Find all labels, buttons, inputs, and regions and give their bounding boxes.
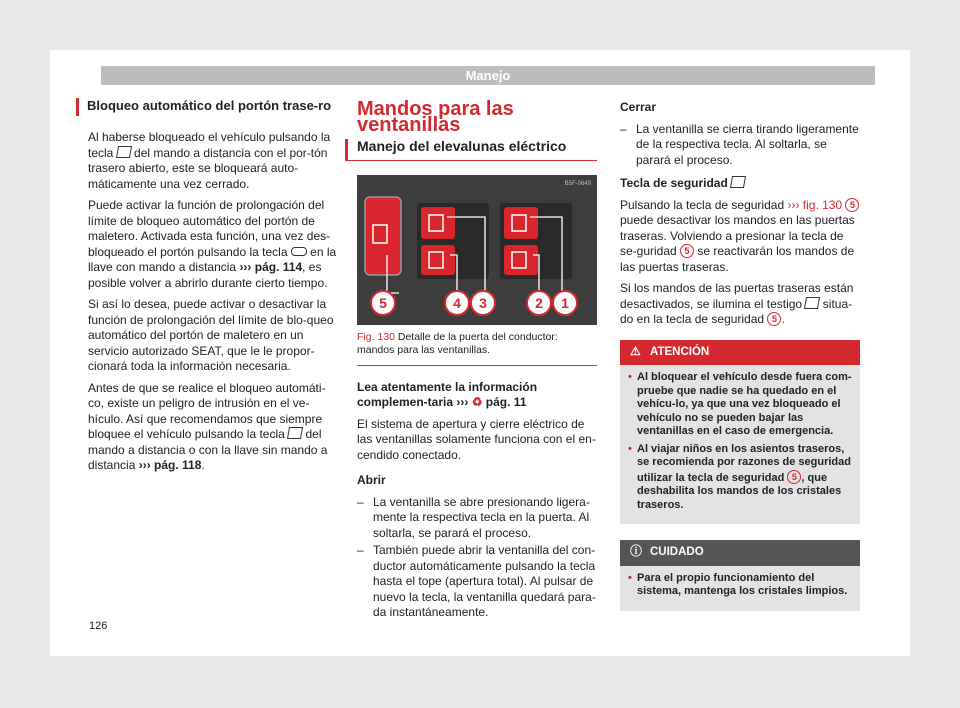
section-title: [76, 98, 338, 116]
text: en la llave con mando a distancia: [88, 244, 337, 274]
text: .: [201, 458, 205, 472]
caution-header: [620, 540, 860, 566]
window-switch-illustration: [357, 175, 597, 325]
text: Pulsando la tecla de seguridad: [620, 197, 788, 212]
callout-3: [471, 291, 495, 315]
callout-4: [445, 291, 469, 315]
middle-column: [357, 98, 597, 623]
text: puede desactivar los mandos en las puertas traseras. Volviendo a presionar la tecla de se-guridad: [620, 213, 855, 258]
read-info-note: [357, 380, 597, 411]
warning-icon: ⚠: [630, 343, 641, 358]
chapter-title: Mandos para las ventanillas: [357, 98, 514, 136]
svg-text:3: 3: [479, 294, 487, 311]
warning-body: [620, 365, 860, 524]
callout-2: [527, 291, 551, 315]
manual-page: [50, 50, 910, 656]
text: del mando a distancia o con la llave sin mando a distancia: [88, 427, 328, 472]
warning-title: ATENCIÓN: [650, 345, 710, 358]
cerrar-heading: Cerrar: [620, 100, 657, 114]
right-column: [620, 100, 860, 611]
paragraph: [88, 198, 338, 291]
paragraph: [620, 198, 860, 276]
page-ref-link[interactable]: pág. 11: [482, 395, 527, 409]
callout-number: 5: [845, 198, 859, 212]
abrir-heading: Abrir: [357, 473, 386, 487]
warning-item: [628, 443, 852, 513]
text: Lea atentamente la información complemen-taria: [357, 379, 538, 409]
page-number: 126: [89, 620, 108, 632]
tecla-heading: [620, 176, 860, 192]
list-item: – La ventanilla se cierra tirando ligeramente de la respectiva tecla. Al soltarla, se parará el proceso.: [620, 122, 860, 169]
subtitle-block: [345, 139, 597, 161]
text: .: [781, 312, 785, 326]
text: Al viajar niños en los asientos traseros, se recomienda por razones de seguridad utilizar la tecla de seguridad: [637, 442, 851, 484]
callout-number: 5: [767, 312, 781, 326]
figure-ref-link[interactable]: ››› fig. 130: [787, 197, 843, 212]
text: , es posible volver a abrirlo durante cierto tiempo.: [88, 260, 328, 290]
left-column: [88, 98, 338, 480]
callout-number: 5: [680, 244, 694, 258]
text: Antes de que se realice el bloqueo automáti-co, existe un peligro de intrusión en el ve-hículo. Así que recomendamos que siempre bloquee el vehículo pulsando la tecla: [88, 380, 326, 441]
text: , que deshabilita los mandos de los cristales traseros.: [637, 471, 842, 511]
figure-code: B5F-0649: [564, 180, 591, 187]
text: Al haberse bloqueado el vehículo pulsando la tecla: [88, 130, 331, 160]
caution-body: [620, 566, 860, 611]
trunk-button-icon: [291, 247, 307, 256]
subtitle: Manejo del elevalunas eléctrico: [357, 138, 567, 154]
figure-caption: [357, 331, 597, 366]
paragraph: [88, 130, 338, 192]
caution-box: [620, 540, 860, 611]
warning-box: [620, 340, 860, 525]
text: ›››: [456, 395, 472, 409]
callout-number: 5: [787, 470, 801, 484]
section-header: Manejo: [101, 66, 875, 85]
text: Si los mandos de las puertas traseras están desactivados, se ilumina el testigo: [620, 281, 854, 311]
child-lock-icon: [804, 297, 820, 309]
caution-title: CUIDADO: [650, 546, 704, 558]
warning-header: [620, 340, 860, 366]
lock-button-icon: [116, 146, 132, 158]
figure-label: Fig. 130: [357, 330, 395, 343]
callout-5: [371, 291, 395, 315]
text: situa-do en la tecla de seguridad: [620, 296, 853, 326]
paragraph: [88, 381, 338, 474]
window-controls-figure: [357, 175, 597, 325]
book-icon: ♻: [471, 395, 483, 409]
text: Puede activar la función de prolongación del límite de bloqueo automático del portón de maletero. Activada esta función, una vez des-bloqueado el portón pulsando la tecla: [88, 198, 331, 259]
paragraph: Si así lo desea, puede activar o desactivar la función de prolongación del límite de blo-queo automático del portón de maletero en un servicio autorizado SEAT, que le le propor-cionará toda la información necesaria.: [88, 297, 334, 373]
caution-item: • Para el propio funcionamiento del sistema, mantenga los cristales limpios.: [628, 572, 852, 599]
page-ref-link[interactable]: ››› pág. 118: [138, 458, 202, 472]
section-title-text: Bloqueo automático del portón trase-ro: [87, 98, 332, 113]
text: del mando a distancia con el por-tón trasero abierto, este se bloqueará auto-máticamente una vez cerrado.: [88, 145, 328, 191]
text: Tecla de seguridad: [620, 176, 732, 190]
page-ref-link[interactable]: ››› pág. 114: [239, 260, 303, 274]
svg-text:5: 5: [379, 294, 387, 311]
paragraph: [620, 281, 860, 328]
svg-text:4: 4: [453, 294, 461, 311]
info-icon: ⓘ: [630, 544, 643, 558]
list-item: – También puede abrir la ventanilla del con-ductor automáticamente pulsando la tecla hasta el tope (apertura total). Al pulsar de nuevo la tecla, la ventanilla quedará para-da instantáneamente.: [357, 543, 597, 621]
callout-1: [553, 291, 577, 315]
lock-button-icon: [287, 427, 303, 439]
svg-text:2: 2: [535, 294, 543, 311]
list-item: – La ventanilla se abre presionando ligera-mente la respectiva tecla en la puerta. Al soltarla, se parará el proceso.: [357, 495, 597, 542]
paragraph: El sistema de apertura y cierre eléctrico de las ventanillas solamente funciona con el en-cendido conectado.: [357, 416, 596, 462]
warning-item: • Al bloquear el vehículo desde fuera com-pruebe que nadie se ha quedado en el vehícu-lo, ya que una vez bloqueado el vehículo no se pueden bajar las ventanillas en el caso de emergencia.: [628, 371, 852, 439]
child-lock-icon: [730, 176, 746, 188]
caption-text: Detalle de la puerta del conductor: mandos para las ventanillas.: [357, 330, 558, 356]
text: se reactivarán los mandos de las puertas traseras.: [620, 244, 855, 274]
svg-text:1: 1: [561, 294, 569, 311]
